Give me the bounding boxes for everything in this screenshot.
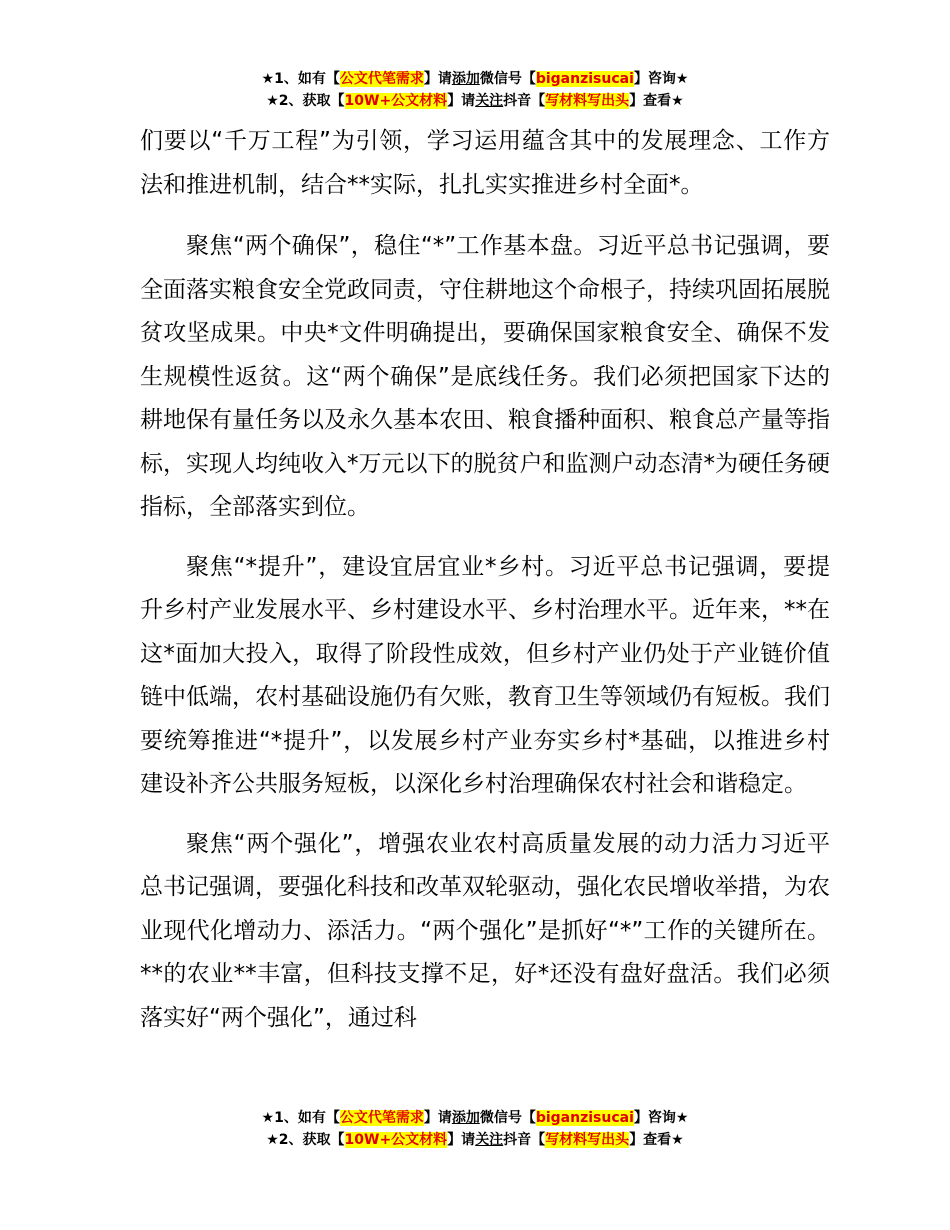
banner-text: ★1、如有【 bbox=[261, 71, 340, 87]
highlight-text: 写材料写出头 bbox=[545, 1132, 630, 1148]
banner-text: 】咨询★ bbox=[633, 71, 689, 87]
banner-text: 】查看★ bbox=[629, 1132, 684, 1148]
underlined-text: 添加 bbox=[451, 71, 480, 87]
header-banner bbox=[0, 68, 950, 112]
paragraph: 们要以“千万工程”为引领，学习运用蕴含其中的发展理念、工作方法和推进机制，结合**实际，扎扎实实推进乡村全面*。 bbox=[140, 128, 830, 198]
banner-text: 】请 bbox=[423, 1110, 452, 1126]
banner-text: 】请 bbox=[447, 1132, 476, 1148]
footer-banner bbox=[0, 1107, 950, 1151]
banner-text: 抖音【 bbox=[503, 93, 546, 109]
highlight-text: biganzisucai bbox=[535, 1110, 634, 1126]
underlined-text: 添加 bbox=[451, 1110, 480, 1126]
banner-text: 微信号【 bbox=[479, 1110, 536, 1126]
highlight-text: 公文代笔需求 bbox=[339, 71, 424, 87]
banner-text: 微信号【 bbox=[479, 71, 536, 87]
highlight-text: 10W+公文材料 bbox=[344, 1132, 448, 1148]
banner-line-1 bbox=[0, 68, 950, 90]
highlight-text: biganzisucai bbox=[535, 71, 634, 87]
banner-text: 】咨询★ bbox=[633, 1110, 689, 1126]
paragraph: 聚焦“两个强化”，增强农业农村高质量发展的动力活力习近平总书记强调，要强化科技和改革双轮驱动，强化农民增收举措，为农业现代化增动力、添活力。“两个强化”是抓好“*”工作的关键所在。**的农业**丰富，但科技支撑不足，好*还没有盘好盘活。我们必须落实好“两个强化”，通过科 bbox=[140, 830, 830, 1031]
paragraph: 聚焦“两个确保”，稳住“*”工作基本盘。习近平总书记强调，要全面落实粮食安全党政同责，守住耕地这个命根子，持续巩固拓展脱贫攻坚成果。中央*文件明确提出，要确保国家粮食安全、确保不发生规模性返贫。这“两个确保”是底线任务。我们必须把国家下达的耕地保有量任务以及永久基本农田、粮食播种面积、粮食总产量等指标，实现人均纯收入*万元以下的脱贫户和监测户动态清*为硬任务硬指标，全部落实到位。 bbox=[140, 233, 830, 520]
banner-text: ★2、获取【 bbox=[266, 93, 345, 109]
banner-text: ★2、获取【 bbox=[266, 1132, 345, 1148]
highlight-text: 10W+公文材料 bbox=[344, 93, 448, 109]
banner-text: 抖音【 bbox=[503, 1132, 546, 1148]
banner-text: 】查看★ bbox=[629, 93, 684, 109]
paragraph: 聚焦“*提升”，建设宜居宜业*乡村。习近平总书记强调，要提升乡村产业发展水平、乡村建设水平、乡村治理水平。近年来，**在这*面加大投入，取得了阶段性成效，但乡村产业仍处于产业链价值链中低端，农村基础设施仍有欠账，教育卫生等领域仍有短板。我们要统筹推进“*提升”，以发展乡村产业夯实乡村*基础，以推进乡村建设补齐公共服务短板，以深化乡村治理确保农村社会和谐稳定。 bbox=[140, 553, 830, 797]
highlight-text: 公文代笔需求 bbox=[339, 1110, 424, 1126]
banner-text: 】请 bbox=[423, 71, 452, 87]
underlined-text: 关注 bbox=[475, 93, 504, 109]
document-body bbox=[140, 120, 830, 1056]
highlight-text: 写材料写出头 bbox=[545, 93, 630, 109]
underlined-text: 关注 bbox=[475, 1132, 504, 1148]
banner-line-1 bbox=[0, 1107, 950, 1129]
banner-line-2 bbox=[0, 1129, 950, 1151]
banner-text: ★1、如有【 bbox=[261, 1110, 340, 1126]
banner-line-2 bbox=[0, 90, 950, 112]
banner-text: 】请 bbox=[447, 93, 476, 109]
